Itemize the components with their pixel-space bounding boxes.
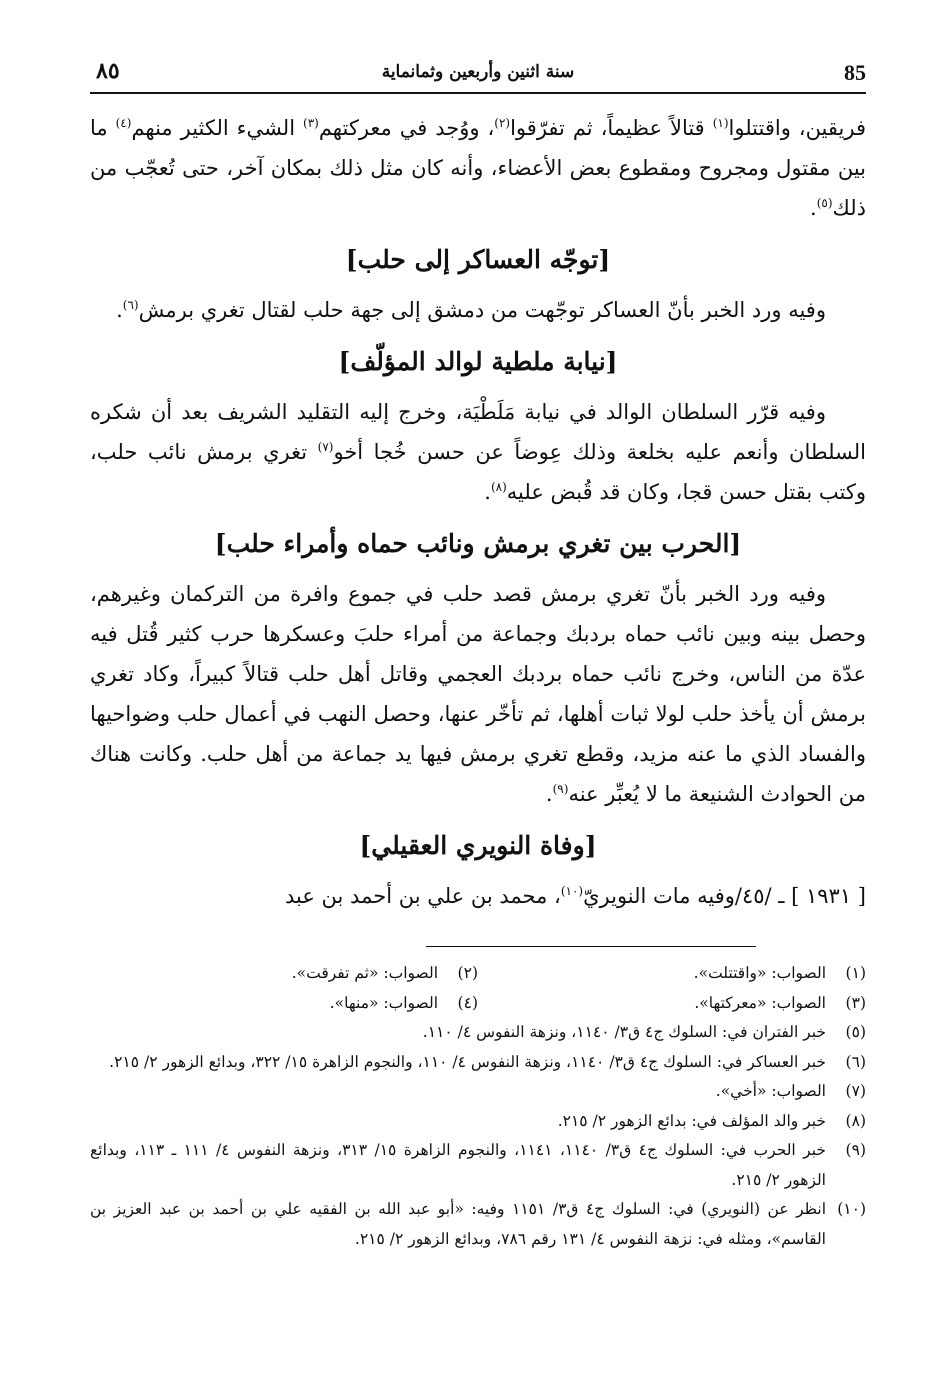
text-run: . <box>545 782 553 806</box>
book-page <box>90 52 866 1254</box>
text-run: وفيه ورد الخبر بأنّ العساكر توجّهت من دمشق إلى جهة حلب لقتال تغري برمش <box>138 298 826 322</box>
footnote-text: خبر الحرب في: السلوك ج٤ ق٣/ ١١٤٠، ١١٤١، والنجوم الزاهرة ١٥/ ٣١٣، ونزهة النفوس ٤/ ١١١ ـ ١١٣، وبدائع الزهور ٢/ ٢١٥. <box>90 1141 826 1189</box>
footnote-number: (٨) <box>845 1111 866 1130</box>
footnote-number: (٢) <box>457 964 478 982</box>
footnote-ref: (١٠) <box>560 884 584 898</box>
footnote-10 <box>90 1195 866 1254</box>
footnote-ref: (٥) <box>816 196 833 210</box>
footnote-ref: (٣) <box>303 116 319 130</box>
footnote-divider-wrap <box>90 946 866 947</box>
footnote-text: خبر والد المؤلف في: بدائع الزهور ٢/ ٢١٥. <box>557 1111 826 1130</box>
section-heading-war: [الحرب بين تغري برمش ونائب حماه وأمراء حلب] <box>214 529 742 558</box>
text-run: وفيه قرّر السلطان الوالد في نيابة مَلَطْيَة، وخرج إليه التقليد الشريف بعد أن شكره السلطان وأنعم عليه بخلعة وذلك عِوضاً عن حسن خُجا أخو <box>90 400 866 464</box>
footnote-number: (٩) <box>845 1141 866 1159</box>
text-run: وفيه ورد الخبر بأنّ تغري برمش قصد حلب في جموع وافرة من التركمان وغيرهم، وحصل بينه وبين نائب حماه بردبك وجماعة من أمراء حلبَ وعسكرها حرب كثير قُتل فيه عدّة من الناس، وخرج نائب حماه بردبك العجمي وقاتل أهل حلب قتالاً كبيراً، وكاد تغري برمش أن يأخذ حلب لولا ثبات أهلها، ثم تأخّر عنها، وحصل النهب في أعمال حلب وضواحيها والفساد الذي ما عنه مزيد، وقطع تغري برمش فيها يد جماعة من أهل حلب. وكانت هناك من الحوادث الشنيعة ما لا يُعبِّر عنه <box>90 582 866 806</box>
footnote-4 <box>90 989 478 1019</box>
footnote-1 <box>478 959 866 989</box>
running-title: سنة اثنين وأربعين وثمانماية <box>381 62 575 82</box>
footnote-number: (٤) <box>457 993 478 1012</box>
text-run: الشيء الكثير منهم <box>131 116 303 140</box>
page-number-latin: 85 <box>844 60 866 85</box>
footnote-text: الصواب: «منها». <box>329 993 438 1012</box>
footnote-number: (٧) <box>845 1082 866 1100</box>
footnote-text: الصواب: «ثم تفرقت». <box>291 964 438 982</box>
footnote-ref: (٩) <box>552 782 569 796</box>
footnote-ref: (٤) <box>115 116 132 130</box>
footnote-ref: (٢) <box>494 116 511 130</box>
section-heading-armies: [توجّه العساكر إلى حلب] <box>345 245 611 274</box>
footnote-row <box>90 989 866 1019</box>
section-paragraph-armies <box>90 290 866 330</box>
text-run: ، محمد بن علي بن أحمد بن عبد <box>284 884 561 908</box>
footnote-2 <box>90 959 478 989</box>
section-heading-death: [وفاة النويري العقيلي] <box>359 831 597 860</box>
footnote-ref: (٧) <box>317 440 334 454</box>
footnote-6 <box>90 1048 866 1078</box>
footnote-number: (٥) <box>845 1023 866 1041</box>
page-number-arabic: ٨٥ <box>96 58 120 84</box>
footnote-9 <box>90 1136 866 1195</box>
footnote-number: (١) <box>845 964 866 982</box>
footnote-ref: (١) <box>712 116 729 130</box>
section-heading-malatya: [نيابة ملطية لوالد المؤلّف] <box>338 347 618 376</box>
text-run: . <box>116 298 123 322</box>
footnote-row <box>90 959 866 989</box>
footnote-ref: (٨) <box>490 480 507 494</box>
footnote-text: خبر العساكر في: السلوك ج٤ ق٣/ ١١٤٠، ونزهة النفوس ٤/ ١١٠، والنجوم الزاهرة ١٥/ ٣٢٢، وبدائع الزهور ٢/ ٢١٥. <box>109 1052 826 1071</box>
running-header <box>90 52 866 94</box>
text-run: قتالاً عظيماً، ثم تفرّقوا <box>510 116 713 140</box>
footnote-text: الصواب: «معركتها». <box>694 993 826 1012</box>
footnote-number: (٦) <box>845 1052 866 1071</box>
footnote-divider <box>426 946 756 947</box>
text-run: [ ١٩٣١ ] ـ /٤٥/وفيه مات النويريّ <box>583 884 866 908</box>
section-paragraph-death <box>90 876 866 916</box>
footnote-text: الصواب: «أخي». <box>715 1082 826 1100</box>
text-run: . <box>484 480 491 504</box>
footnote-text: الصواب: «واقتتلت». <box>693 964 826 982</box>
footnote-3 <box>478 989 866 1019</box>
footnote-ref: (٦) <box>122 298 139 312</box>
text-run: تغري برمش نائب حلب، وكتب بقتل حسن قجا، وكان قد قُبض عليه <box>90 440 866 504</box>
intro-paragraph <box>90 108 866 228</box>
text-run: ما بين مقتول ومجروح ومقطوع بعض الأعضاء، وأنه كان مثل ذلك بمكان آخر، حتى تُعجّب من ذلك <box>90 116 866 220</box>
footnote-5 <box>90 1018 866 1048</box>
footnotes <box>90 959 866 1254</box>
text-run: فريقين، واقتتلوا <box>728 116 866 140</box>
footnote-text: انظر عن (النويري) في: السلوك ج٤ ق٣/ ١١٥١ وفيه: «أبو عبد الله بن الفقيه علي بن أحمد بن عبد العزيز بن القاسم»، ومثله في: نزهة النفوس ٤/ ١٣١ رقم ٧٨٦، وبدائع الزهور ٢/ ٢١٥. <box>90 1200 826 1248</box>
footnote-8 <box>90 1107 866 1137</box>
footnote-number: (٣) <box>845 993 866 1012</box>
section-paragraph-malatya <box>90 392 866 512</box>
footnote-7 <box>90 1077 866 1107</box>
text-run: ، ووُجد في معركتهم <box>318 116 495 140</box>
section-paragraph-war <box>90 574 866 814</box>
footnote-number: (١٠) <box>837 1200 866 1218</box>
text-run: . <box>810 196 817 220</box>
footnote-text: خبر الفتران في: السلوك ج٤ ق٣/ ١١٤٠، ونزهة النفوس ٤/ ١١٠. <box>422 1023 826 1041</box>
